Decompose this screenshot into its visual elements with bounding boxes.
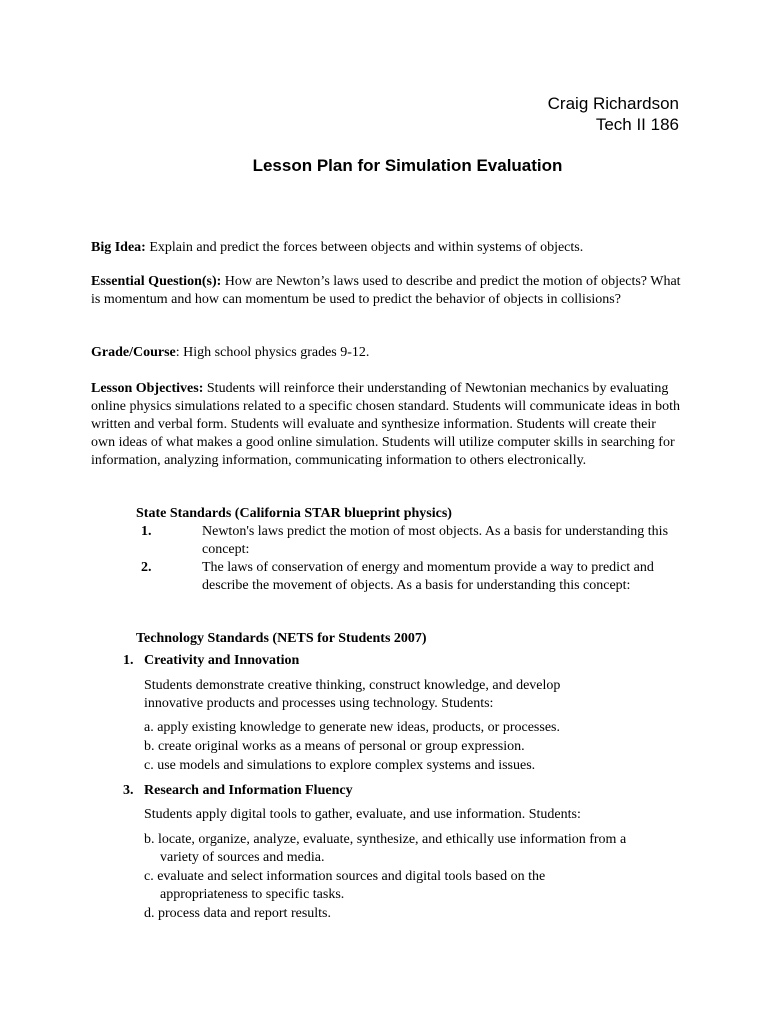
tech-section-title: Research and Information Fluency [144,783,353,798]
big-idea-paragraph [91,239,681,257]
essential-questions-label: Essential Question(s): [91,274,222,289]
essential-questions-text: How are Newton’s laws used to describe and predict the motion of objects? What is momentum and how can momentum be used to predict the behavior of objects in collisions? [91,274,681,307]
tech-section-intro: Students apply digital tools to gather, evaluate, and use information. Students: [144,807,581,822]
grade-course-text: : High school physics grades 9-12. [175,345,370,360]
state-standard-text: The laws of conservation of energy and momentum provide a way to predict and describe the movement of objects. As a basis for understanding this concept: [202,560,654,593]
lesson-objectives-text: Students will reinforce their understanding of Newtonian mechanics by evaluating online physics simulations related to a specific chosen standard. Students will communicate ideas in both written and verbal form. Students will evaluate and synthesize information. Students will create their own ideas of what makes a good online simulation. Students will utilize computer skills in searching for information, analyzing information, communicating information to others electronically. [91,381,681,468]
technology-standards-heading: Technology Standards (NETS for Students 2007) [136,631,427,646]
tech-section-title: Creativity and Innovation [144,653,300,668]
state-standard-number: 2. [141,560,152,575]
state-standard-text: Newton's laws predict the motion of most objects. As a basis for understanding this concept: [202,524,669,557]
author-name: Craig Richardson [547,94,679,113]
list-item: a. apply existing knowledge to generate new ideas, products, or processes. [144,720,560,735]
big-idea-text: Explain and predict the forces between objects and within systems of objects. [145,240,584,255]
grade-course-label: Grade/Course [91,345,176,360]
essential-questions-paragraph [91,273,681,309]
list-item: d. process data and report results. [144,906,331,921]
lesson-objectives-paragraph [91,380,681,470]
tech-section-intro: Students demonstrate creative thinking, construct knowledge, and develop innovative products and processes using technology. Students: [144,678,561,711]
list-item: b. locate, organize, analyze, evaluate, synthesize, and ethically use information from a variety of sources and media. [144,832,627,865]
course-label: Tech II 186 [595,115,679,134]
list-item: b. create original works as a means of personal or group expression. [144,739,525,754]
tech-section-number: 1. [123,653,134,668]
tech-section-number: 3. [123,783,134,798]
state-standards-heading: State Standards (California STAR blueprint physics) [136,506,452,521]
grade-course-paragraph [91,344,681,362]
document-title: Lesson Plan for Simulation Evaluation [252,156,563,175]
list-item: c. evaluate and select information sources and digital tools based on the appropriateness to specific tasks. [144,869,546,902]
list-item: c. use models and simulations to explore complex systems and issues. [144,758,536,773]
state-standard-number: 1. [141,524,152,539]
big-idea-label: Big Idea: [91,240,146,255]
lesson-objectives-label: Lesson Objectives: [91,381,204,396]
